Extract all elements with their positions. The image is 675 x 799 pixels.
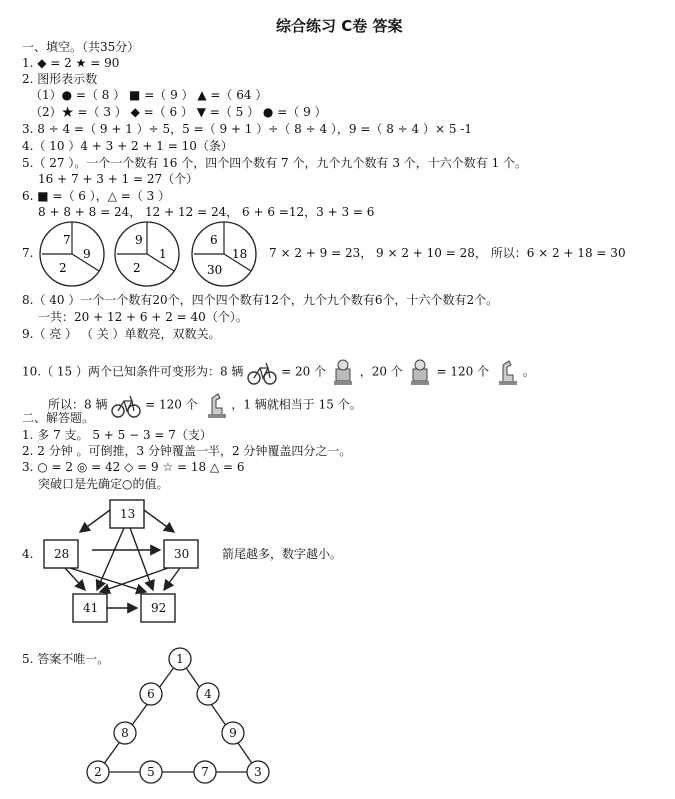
circle-3-b: 18: [232, 247, 248, 261]
triangle-node: 5: [147, 765, 155, 779]
robot-toy-icon: [407, 357, 433, 387]
q2-part2: （2）★ =（ 3 ） ◆ =（ 6 ） ▼ =（ 5 ） ● =（ 9 ）: [30, 105, 327, 119]
circle-3-a: 6: [210, 233, 218, 247]
circle-1-a: 7: [63, 233, 71, 247]
number-triangle: [87, 648, 269, 783]
q10-line2: [48, 390, 362, 420]
q6-calc: 8 + 8 + 8 = 24， 12 + 12 = 24， 6 + 6 =12，3 + 3 = 6: [38, 205, 375, 219]
triangle-node: 9: [229, 726, 237, 740]
triangle-node: 8: [121, 726, 129, 740]
q5-calc: 16 + 7 + 3 + 1 = 27（个）: [38, 172, 199, 186]
circle-2-a: 9: [135, 233, 143, 247]
page-title: 综合练习 C卷 答案: [276, 17, 403, 35]
circle-2: [115, 222, 179, 286]
circle-3: [192, 222, 256, 286]
triangle-node: 1: [176, 652, 184, 666]
s1: 1. 多 7 支。 5 + 5 − 3 = 7（支）: [22, 428, 212, 442]
q7-label: 7.: [22, 246, 34, 260]
q10-eq1: = 20 个: [281, 364, 327, 379]
triangle-node: 4: [204, 687, 212, 701]
q8: 8.（ 40 ）一个一个数有20个，四个四个数有12个，九个九个数有6个，十六个数有2个。: [22, 293, 499, 307]
circle-1: [40, 222, 104, 286]
triangle-node: 6: [147, 687, 155, 701]
s2: 2. 2 分钟 。可倒推，3 分钟覆盖一半，2 分钟覆盖四分之一。: [22, 444, 352, 458]
q10-line1: [22, 357, 535, 387]
giraffe-toy-icon: [202, 390, 228, 420]
q8-calc: 一共：20 + 12 + 6 + 2 = 40（个）。: [38, 310, 248, 324]
q5: 5.（ 27 ）。一个一个数有 16 个，四个四个数有 7 个，九个九个数有 3 个，十六个数有 1 个。: [22, 156, 528, 170]
q10-end: 。: [522, 364, 535, 379]
q10-eq2: = 120 个: [436, 364, 490, 379]
bicycle-icon: [111, 391, 141, 419]
q2-part1: （1）● =（ 8 ） ■ =（ 9 ） ▲ =（ 64 ）: [30, 88, 268, 102]
s4-text: 箭尾越多，数字越小。: [222, 547, 343, 561]
q9: 9.（ 亮 ） （ 关 ）单数亮，双数关。: [22, 327, 221, 341]
circle-3-c: 30: [207, 263, 223, 277]
section-2-heading: 二、解答题。: [22, 411, 95, 425]
circle-2-b: 1: [159, 247, 167, 261]
q7-text: 7 × 2 + 9 = 23， 9 × 2 + 10 = 28， 所以：6 × 2 + 18 = 30: [269, 246, 626, 260]
triangle-node: 2: [94, 765, 102, 779]
circle-2-c: 2: [133, 261, 141, 275]
triangle-node: 3: [254, 765, 262, 779]
q10-conclusion: ，1 辆就相当于 15 个。: [231, 397, 362, 412]
q1: 1. ◆ = 2 ★ = 90: [22, 56, 120, 70]
circle-1-b: 9: [83, 247, 91, 261]
robot-toy-icon: [330, 357, 356, 387]
q10-mid: ，20 个: [359, 364, 403, 379]
q10-so: 所以：8 辆: [48, 397, 108, 412]
box-top-value: 13: [120, 507, 136, 521]
section-1-heading: 一、填空。（共35分）: [22, 40, 140, 54]
bicycle-icon: [247, 358, 277, 386]
s5-label: 5. 答案不唯一。: [22, 652, 110, 666]
s3-hint: 突破口是先确定○的值。: [38, 477, 169, 491]
q6: 6. ■ =（ 6 ），△ =（ 3 ）: [22, 189, 171, 203]
circle-1-c: 2: [59, 261, 67, 275]
q10-eq3: = 120 个: [145, 397, 198, 412]
s4-label: 4.: [22, 547, 34, 561]
triangle-node: 7: [201, 765, 209, 779]
q10-intro: 10.（ 15 ）两个已知条件可变形为：8 辆: [22, 364, 244, 379]
q3: 3. 8 ÷ 4 =（ 9 + 1 ）÷ 5，5 =（ 9 + 1 ）÷（ 8 ÷ 4 ），9 =（ 8 ÷ 4 ）× 5 -1: [22, 122, 472, 136]
box-left-value: 28: [54, 547, 70, 561]
q2: 2. 图形表示数: [22, 72, 98, 86]
box-right-value: 30: [174, 547, 190, 561]
box-bottom-left-value: 41: [83, 601, 99, 615]
giraffe-toy-icon: [493, 357, 519, 387]
s3: 3. ○ = 2 ◎ = 42 ◇ = 9 ☆ = 18 △ = 6: [22, 460, 245, 474]
box-bottom-right-value: 92: [151, 601, 167, 615]
q4: 4.（ 10 ）4 + 3 + 2 + 1 = 10（条）: [22, 139, 233, 153]
